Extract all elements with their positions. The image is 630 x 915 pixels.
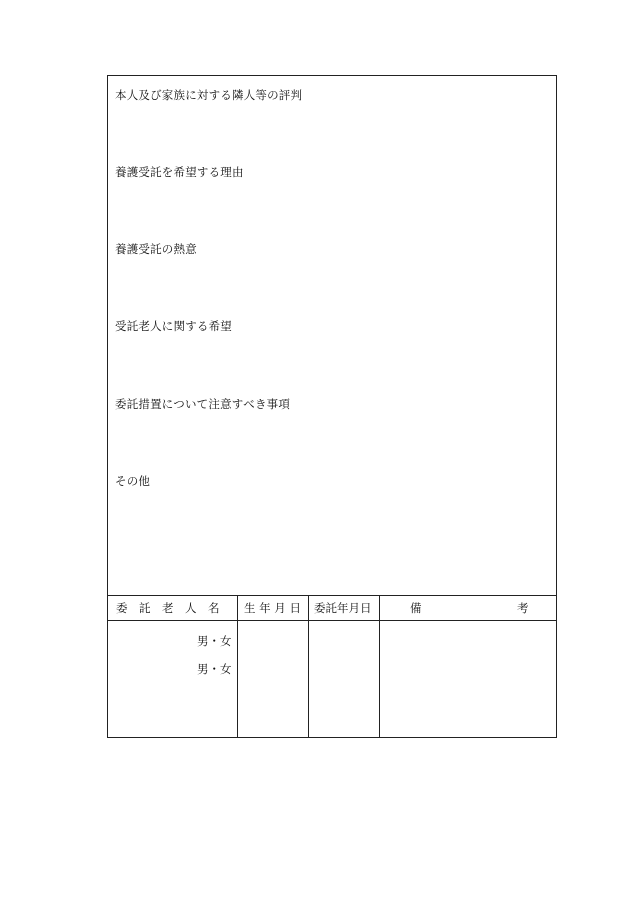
section-label-elderly-preferences: 受託老人に関する希望 [115, 319, 232, 333]
header-remarks-left: 備 [410, 601, 422, 615]
header-birth-date: 生 年 月 日 [244, 601, 301, 615]
column-divider [237, 596, 238, 738]
section-label-reason-for-foster-care: 養護受託を希望する理由 [115, 165, 244, 179]
gender-option: 男・女 [197, 662, 232, 676]
column-divider [308, 596, 309, 738]
section-label-enthusiasm: 養護受託の熱意 [115, 242, 197, 256]
elderly-table [108, 595, 556, 738]
section-label-neighbor-reputation: 本人及び家族に対する隣人等の評判 [115, 88, 303, 102]
gender-option: 男・女 [197, 634, 232, 648]
section-label-other: その他 [115, 474, 151, 488]
section-label-cautions: 委託措置について注意すべき事項 [115, 397, 291, 411]
header-entrust-date: 委託年月日 [314, 601, 372, 615]
form-frame [107, 75, 557, 738]
header-elderly-name: 委 託 老 人 名 [116, 601, 220, 615]
header-remarks-right: 考 [517, 601, 529, 615]
column-divider [379, 596, 380, 738]
